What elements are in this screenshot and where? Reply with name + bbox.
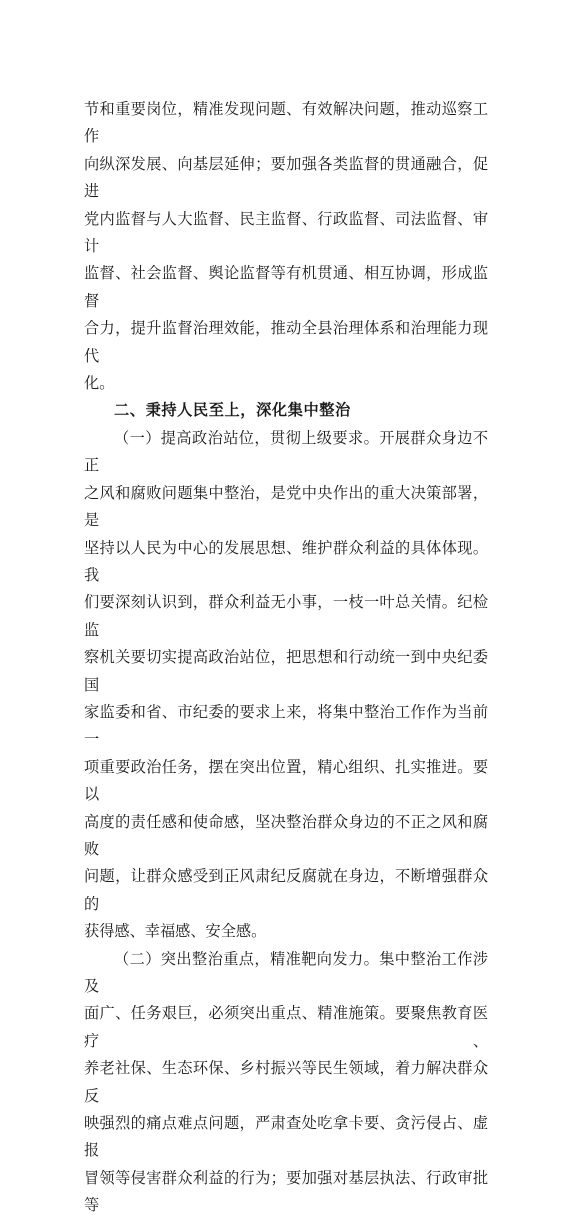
- text-line: （一）提高政治站位，贯彻上级要求。开展群众身边不正: [84, 428, 488, 475]
- text-line: 党内监督与人大监督、民主监督、行政监督、司法监督、审计: [84, 209, 488, 256]
- text-line: 向纵深发展、向基层延伸；要加强各类监督的贯通融合，促进: [84, 154, 488, 201]
- text-line: 养老社保、生态环保、乡村振兴等民生领域，着力解决群众反: [84, 1059, 488, 1105]
- text-line: 节和重要岗位，精准发现问题、有效解决问题，推动巡察工作: [84, 100, 488, 146]
- text-line: 冒领等侵害群众利益的行为；要加强对基层执法、行政审批等: [84, 1168, 488, 1215]
- text-line: 化。: [84, 374, 115, 393]
- text-line: 合力，提升监督治理效能，推动全县治理体系和治理能力现代: [84, 319, 488, 365]
- text-line: 家监委和省、市纪委的要求上来，将集中整治工作作为当前一: [84, 702, 488, 749]
- text-line: 们要深刻认识到，群众利益无小事，一枝一叶总关情。纪检监: [84, 593, 488, 639]
- paragraph-political-stance: [84, 425, 488, 946]
- text-line: （二）突出整治重点，精准靶向发力。集中整治工作涉及: [84, 949, 488, 995]
- text-line: 映强烈的痛点难点问题，严肃查处吃拿卡要、贪污侵占、虚报: [84, 1114, 488, 1160]
- text-line: 高度的责任感和使命感，坚决整治群众身边的不正之风和腐败: [84, 812, 488, 858]
- document-body: [84, 96, 488, 1220]
- text-line: 察机关要切实提高政治站位，把思想和行动统一到中央纪委国: [84, 648, 488, 694]
- text-line: 之风和腐败问题集中整治，是党中央作出的重大决策部署，是: [84, 483, 488, 530]
- text-line: 坚持以人民为中心的发展思想、维护群众利益的具体体现。我: [84, 538, 488, 584]
- text-line: 获得感、幸福感、安全感。: [84, 922, 267, 941]
- text-line: 面广、任务艰巨，必须突出重点、精准施策。要聚焦教育医疗、: [84, 1004, 488, 1050]
- text-line: 项重要政治任务，摆在突出位置，精心组织、扎实推进。要以: [84, 757, 488, 804]
- paragraph-supervision: [84, 96, 488, 397]
- text-line: 监督、社会监督、舆论监督等有机贯通、相互协调，形成监督: [84, 264, 488, 310]
- paragraph-key-rectification: [84, 946, 488, 1220]
- section-heading: 二、秉持人民至上，深化集中整治: [114, 401, 351, 420]
- text-line: 问题，让群众感受到正风肃纪反腐就在身边，不断增强群众的: [84, 867, 488, 913]
